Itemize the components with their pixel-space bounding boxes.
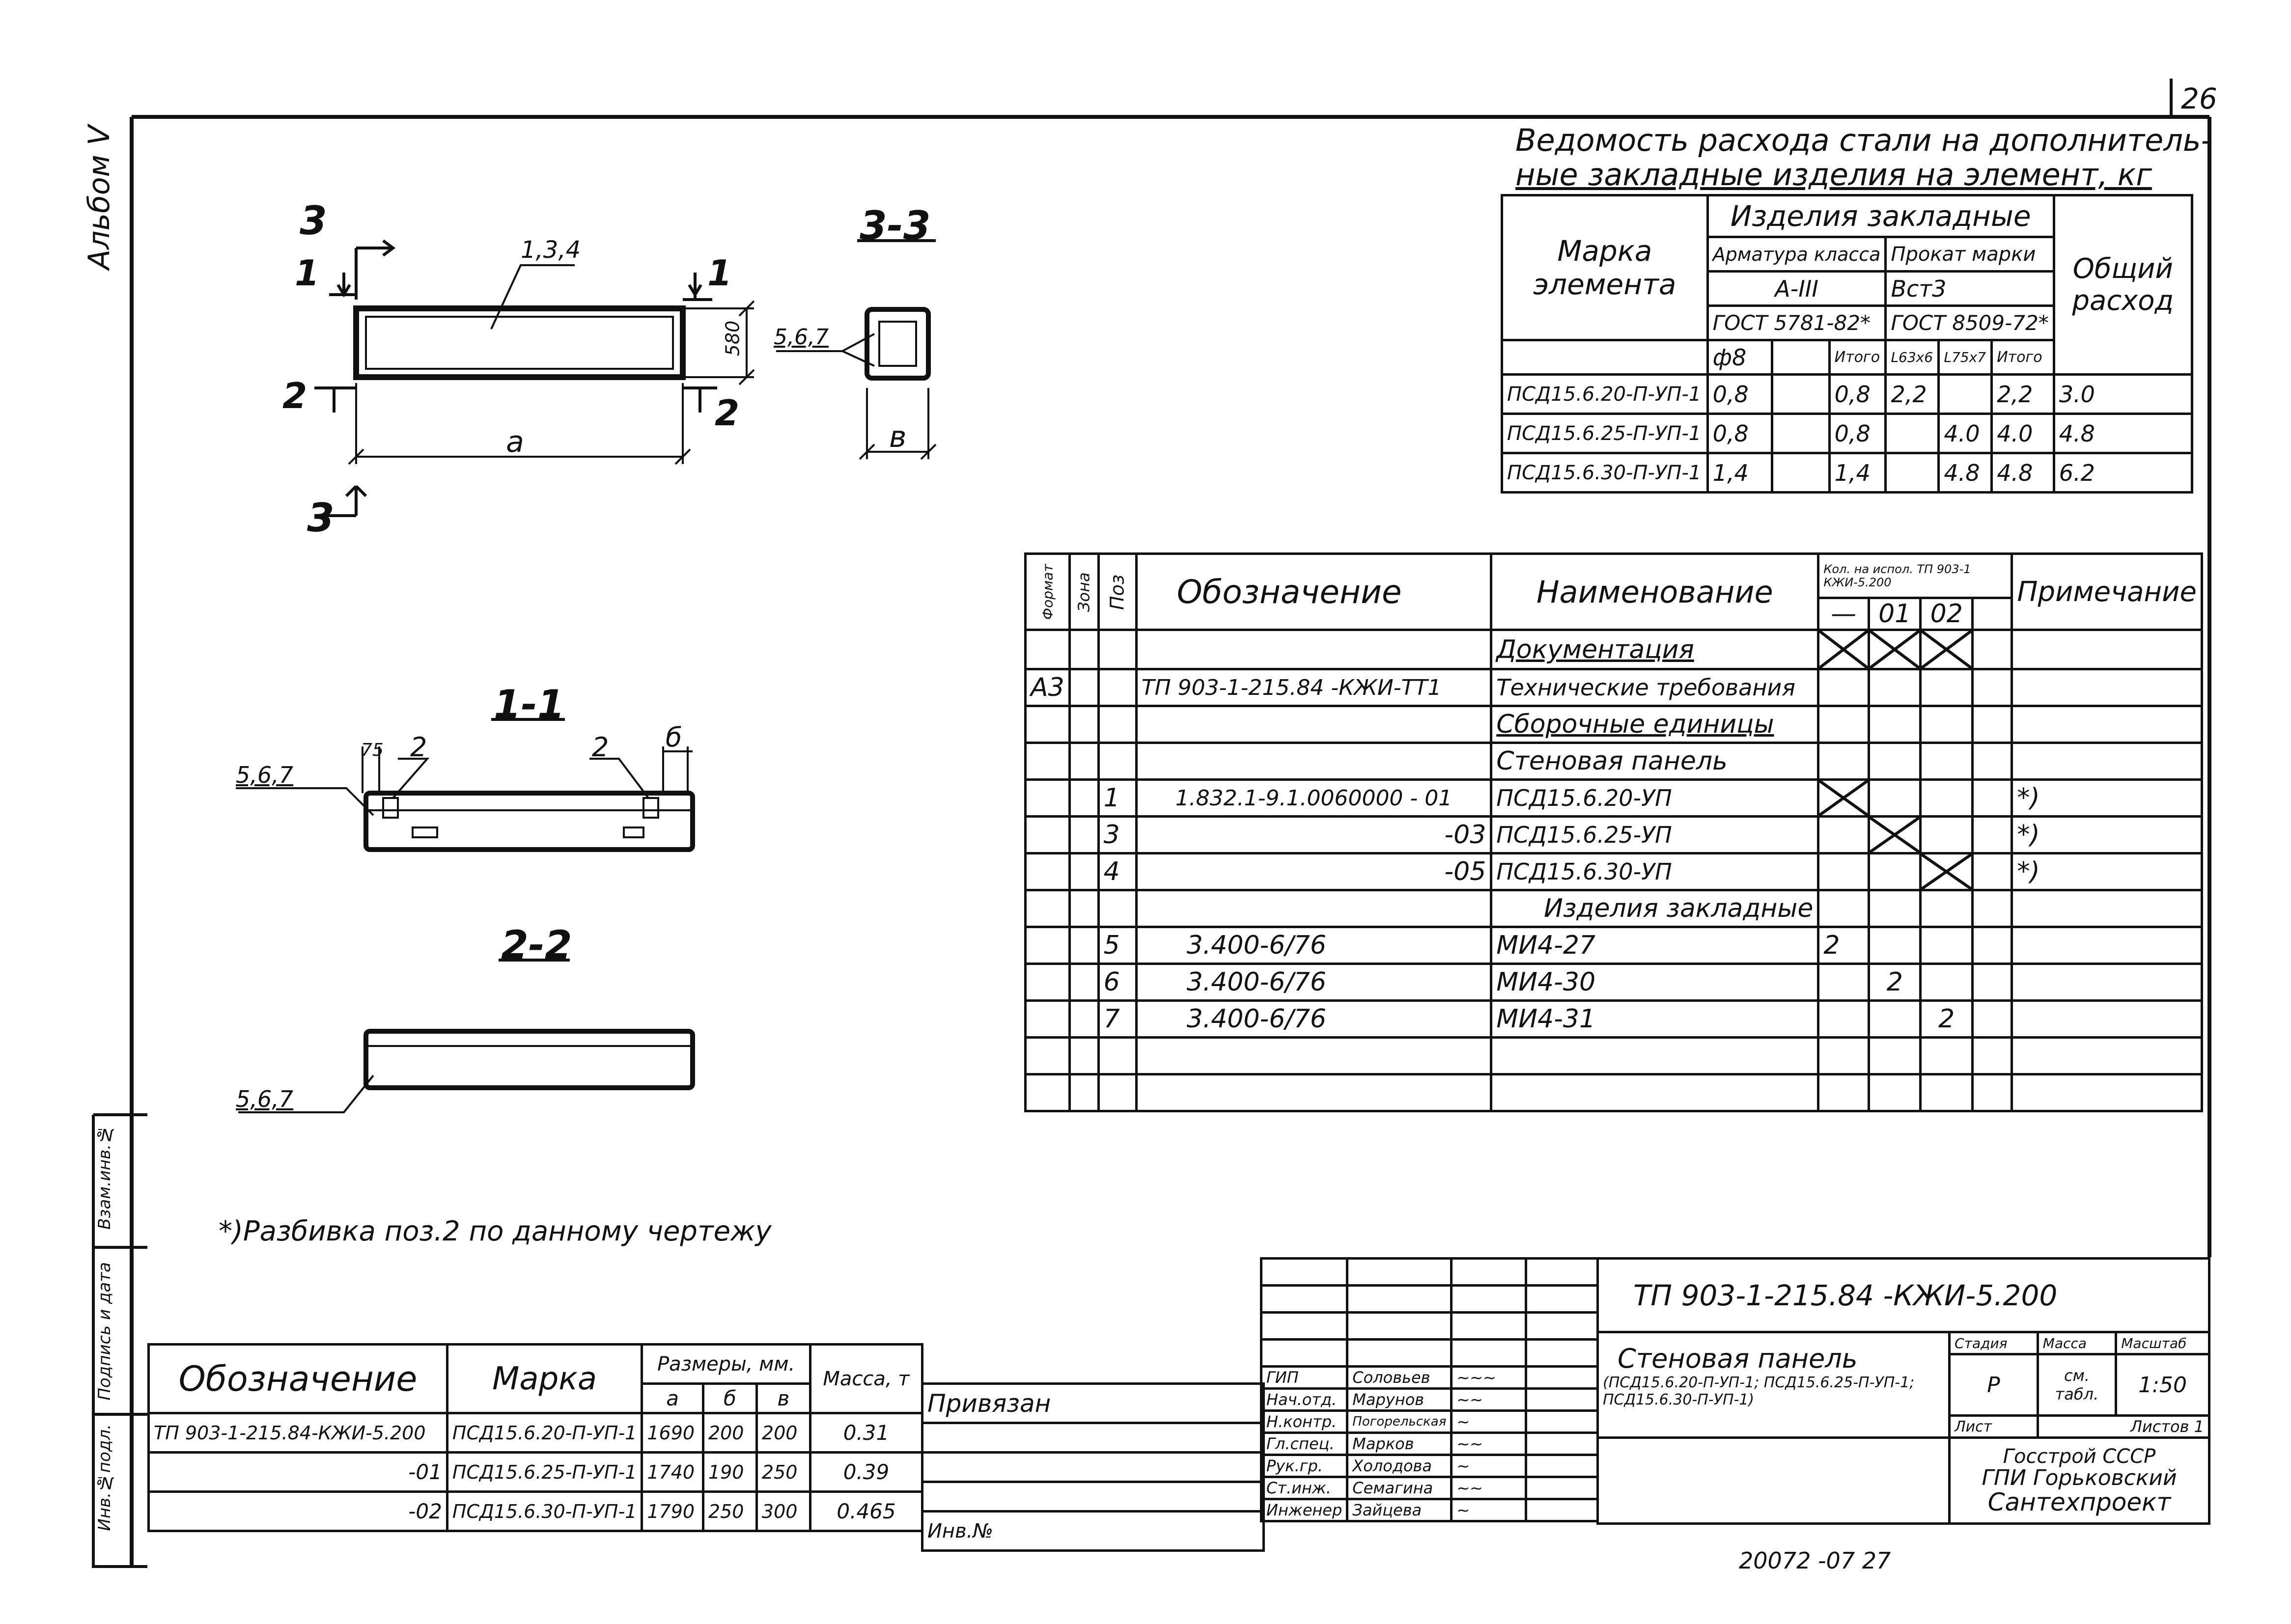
dimension-a: a xyxy=(506,425,524,459)
dimension-580: 580 xyxy=(722,320,744,357)
stamp-replaces-inv: Взам.инв.№ xyxy=(95,1125,114,1230)
steel-sub-total-rebar: Итого xyxy=(1829,340,1886,375)
steel-sub-empty xyxy=(1772,340,1829,375)
footer-number: 20072 -07 27 xyxy=(1739,1547,1891,1574)
spec-h-variant-base: — xyxy=(1818,598,1869,630)
dimension-b: в xyxy=(889,420,907,454)
title-section-2-2: 2-2 xyxy=(501,922,572,968)
table-row xyxy=(1026,1038,2202,1074)
steel-col-group: Изделия закладные xyxy=(1707,195,2054,237)
callout-567-plan: 5,6,7 xyxy=(774,325,829,350)
table-row: -01 ПСД15.6.25-П-УП-1 1740 190 250 0.39 xyxy=(149,1453,922,1492)
item-subtitle-1: (ПСД15.6.20-П-УП-1; ПСД15.6.25-П-УП-1; xyxy=(1603,1374,1915,1391)
cross-mark xyxy=(1818,780,1869,817)
callout-2-left: 2 xyxy=(410,732,427,763)
sheet-label: Лист xyxy=(1950,1416,2038,1438)
label-section-3-top: 3 xyxy=(300,198,327,244)
spec-h-designation: Обозначение xyxy=(1136,554,1491,630)
dimensions-table xyxy=(147,1343,923,1532)
label-section-1-right: 1 xyxy=(707,252,732,294)
stamp-inv-no: Инв.№подл. xyxy=(95,1424,114,1531)
table-row: Сборочные единицы xyxy=(1026,706,2202,743)
table-row: ТП 903-1-215.84-КЖИ-5.200 ПСД15.6.20-П-УП-1 1690 200 200 0.31 xyxy=(149,1413,922,1453)
table-row: Стеновая панель xyxy=(1026,743,2202,780)
steel-rolled-gost: ГОСТ 8509-72* xyxy=(1886,306,2054,340)
steel-sub-phi8: ф8 xyxy=(1707,340,1772,375)
table-row: 7 3.400-6/76 МИ4-31 2 xyxy=(1026,1001,2202,1038)
steel-sub-total-rolled: Итого xyxy=(1992,340,2054,375)
title-block-signatures: ГИП Соловьев ~~~ Нач.отд. Марунов ~~ Н.контр. Погорельская ~ Гл.спец. Марков ~~ Рук.гр. Холодова ~ Ст.инж. Семагина ~~ Инженер Зайцева ~ xyxy=(1260,1257,1599,1522)
plan-view xyxy=(314,241,754,516)
signature: ~ xyxy=(1452,1411,1526,1433)
steel-col-mark: Марка элемента xyxy=(1502,195,1708,340)
signature: ~~ xyxy=(1452,1477,1526,1499)
table-row: -02 ПСД15.6.30-П-УП-1 1790 250 300 0.465 xyxy=(149,1492,922,1531)
signature: ~~ xyxy=(1452,1433,1526,1455)
label-section-2-left: 2 xyxy=(282,375,307,416)
table-row: ПСД15.6.20-П-УП-1 0,8 0,8 2,2 2,2 3.0 xyxy=(1502,375,2192,414)
inventory-number-label: Инв.№ xyxy=(922,1512,1264,1551)
document-code: ТП 903-1-215.84 -КЖИ-5.200 xyxy=(1598,1259,2209,1332)
label-section-2-right: 2 xyxy=(715,392,740,434)
spec-h-variant-01: 01 xyxy=(1869,598,1921,630)
drawing-note: *)Разбивка поз.2 по данному чертежу xyxy=(219,1215,772,1247)
stamp-signature-date: Подпись и дата xyxy=(95,1262,114,1401)
album-label: Альбом V xyxy=(82,125,116,270)
signature: ~ xyxy=(1452,1455,1526,1477)
spec-h-qty: Кол. на испол. ТП 903-1 КЖИ-5.200 xyxy=(1818,554,2012,598)
table-row: А3 ТП 903-1-215.84 -КЖИ-ТТ1 Технические требования xyxy=(1026,669,2202,706)
table-row: 5 3.400-6/76 МИ4-27 2 xyxy=(1026,927,2202,964)
title-block-main xyxy=(1596,1257,2210,1525)
callout-134: 1,3,4 xyxy=(521,236,581,264)
section-1-1 xyxy=(236,719,693,850)
table-row: 3 -03 ПСД15.6.25-УП *) xyxy=(1026,817,2202,853)
steel-sub-l75: L75x7 xyxy=(1939,340,1992,375)
steel-col-total: Общий расход xyxy=(2054,195,2192,375)
spec-h-pos: Поз xyxy=(1098,554,1136,630)
dims-h-c: в xyxy=(756,1384,810,1413)
stage-value: Р xyxy=(1950,1354,2038,1416)
table-row: ПСД15.6.25-П-УП-1 0,8 0,8 4.0 4.0 4.8 xyxy=(1502,414,2192,453)
organization-line-3: Сантехпроект xyxy=(1987,1487,2171,1516)
cross-mark xyxy=(1921,853,1972,890)
mass-header: Масса xyxy=(2038,1332,2116,1354)
steel-table-title-2: ные закладные изделия на элемент, кг xyxy=(1515,157,2152,193)
dims-h-b: б xyxy=(703,1384,756,1413)
section-2-2 xyxy=(238,960,693,1112)
table-row: ПСД15.6.30-П-УП-1 1,4 1,4 4.8 4.8 6.2 xyxy=(1502,453,2192,493)
mass-value: см. табл. xyxy=(2038,1354,2116,1416)
item-title: Стеновая панель xyxy=(1618,1343,1858,1374)
steel-rebar-class: А-III xyxy=(1707,272,1886,306)
label-section-3-bottom: 3 xyxy=(307,495,335,541)
specification-table xyxy=(1024,552,2203,1112)
callout-2-right: 2 xyxy=(592,732,609,763)
dimension-6: б xyxy=(666,722,682,753)
table-row: Документация xyxy=(1026,630,2202,669)
dimension-75: 75 xyxy=(361,740,384,760)
steel-sub-l63: L63x6 xyxy=(1886,340,1939,375)
sheets-count: Листов 1 xyxy=(2038,1416,2209,1438)
cross-mark xyxy=(1869,630,1921,669)
cross-mark xyxy=(1921,630,1972,669)
signature: ~ xyxy=(1452,1499,1526,1521)
spec-h-format: Формат xyxy=(1026,554,1070,630)
dims-h-a: a xyxy=(642,1384,703,1413)
item-title-cell xyxy=(1598,1332,1950,1438)
signature: ~~~ xyxy=(1452,1367,1526,1389)
steel-rebar-gost: ГОСТ 5781-82* xyxy=(1707,306,1886,340)
stage-header: Стадия xyxy=(1950,1332,2038,1354)
organization-line-1: Госстрой СССР xyxy=(2003,1445,2156,1468)
organization-line-2: ГПИ Горьковский xyxy=(1982,1465,2177,1490)
dims-h-designation: Обозначение xyxy=(149,1345,447,1413)
callout-567-section-1: 5,6,7 xyxy=(236,762,294,788)
spec-h-zone: Зона xyxy=(1069,554,1098,630)
spec-h-note: Примечание xyxy=(2012,554,2202,630)
cross-mark xyxy=(1869,817,1921,853)
table-row: 6 3.400-6/76 МИ4-30 2 xyxy=(1026,964,2202,1001)
steel-rolled-grade: Вст3 xyxy=(1886,272,2054,306)
label-section-1-left: 1 xyxy=(295,252,320,294)
signature: ~~ xyxy=(1452,1389,1526,1411)
spec-h-variant-empty xyxy=(1972,598,2012,630)
item-subtitle-2: ПСД15.6.30-П-УП-1) xyxy=(1603,1391,1755,1408)
steel-col-rolled: Прокат марки xyxy=(1886,237,2054,272)
cross-mark xyxy=(1818,630,1869,669)
callout-567-section-2: 5,6,7 xyxy=(236,1086,294,1112)
spec-h-name: Наименование xyxy=(1491,554,1818,630)
spec-h-variant-02: 02 xyxy=(1921,598,1972,630)
steel-col-rebar: Арматура класса xyxy=(1707,237,1886,272)
table-row: 4 -05 ПСД15.6.30-УП *) xyxy=(1026,853,2202,890)
dims-h-mass: Масса, т xyxy=(810,1345,922,1413)
table-row: 1 1.832.1-9.1.0060000 - 01 ПСД15.6.20-УП *) xyxy=(1026,780,2202,817)
steel-table-title-1: Ведомость расхода стали на дополнитель- xyxy=(1515,122,2212,158)
title-section-1-1: 1-1 xyxy=(494,682,565,727)
section-3-3 xyxy=(776,241,936,459)
binding-block xyxy=(921,1382,1265,1552)
page-number: 26 xyxy=(2181,82,2217,115)
scale-header: Масштаб xyxy=(2116,1332,2209,1354)
title-section-3-3: 3-3 xyxy=(860,203,931,248)
binding-label: Привязан xyxy=(922,1384,1264,1423)
table-row: Изделия закладные xyxy=(1026,890,2202,927)
steel-consumption-table xyxy=(1501,194,2193,494)
scale-value: 1:50 xyxy=(2116,1354,2209,1416)
dims-h-mark: Марка xyxy=(447,1345,642,1413)
dims-h-sizes: Размеры, мм. xyxy=(642,1345,810,1384)
organization-cell xyxy=(1950,1438,2209,1524)
table-row xyxy=(1026,1074,2202,1111)
